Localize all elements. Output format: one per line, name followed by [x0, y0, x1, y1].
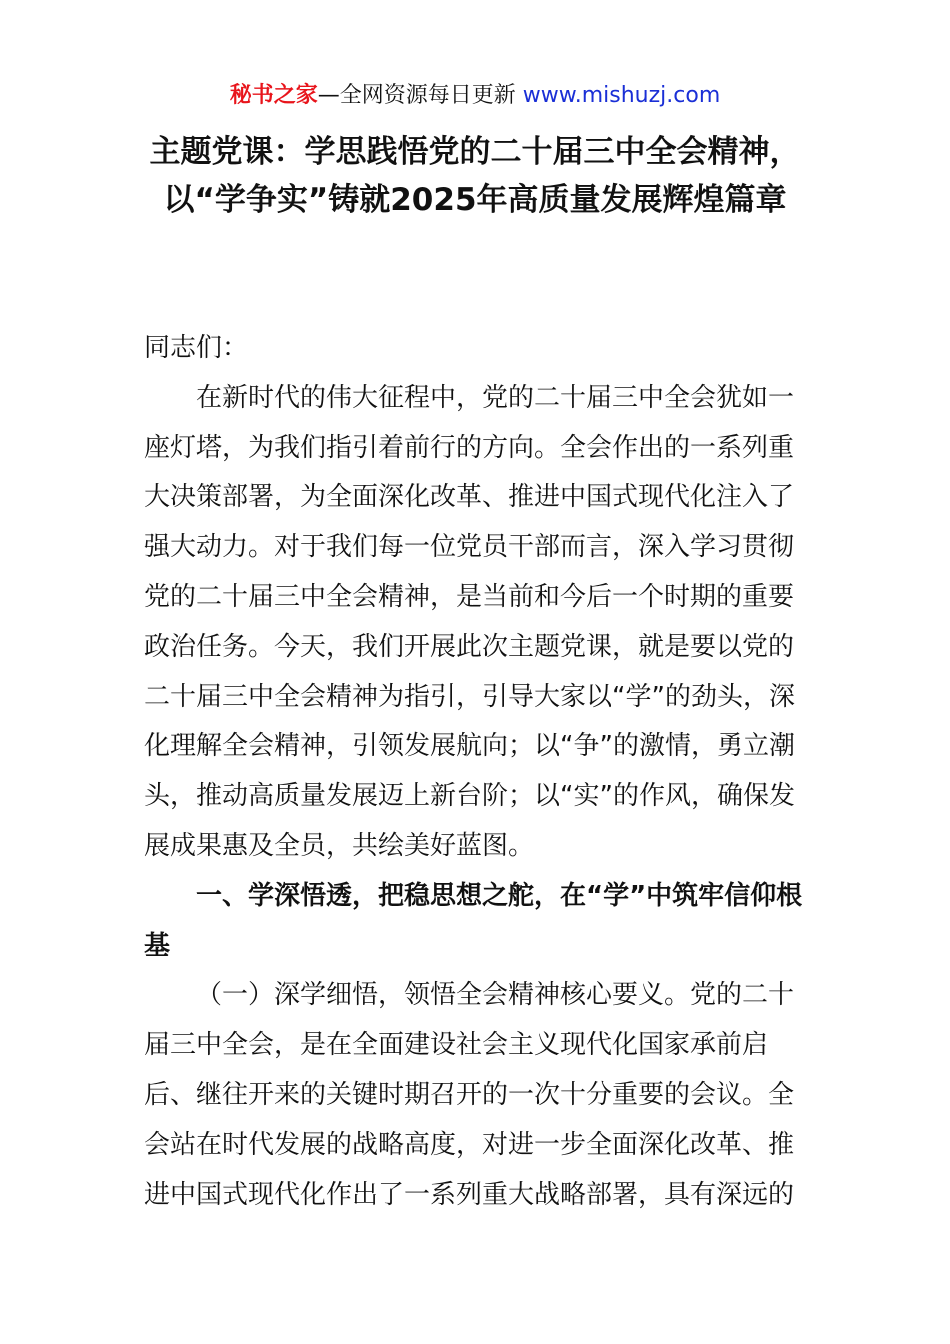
- document-body: [144, 324, 806, 1220]
- document-title: 主题党课：学思践悟党的二十届三中全会精神，以“学争实”铸就2025年高质量发展辉煌篇章: [149, 134, 801, 218]
- section-heading-1: 一、学深悟透，把稳思想之舵，在“学”中筑牢信仰根基: [144, 880, 803, 961]
- subsection-paragraph-1-1: （一）深学细悟，领悟全会精神核心要义。党的二十届三中全会，是在全面建设社会主义现代化国家承前启后、继往开来的关键时期召开的一次十分重要的会议。全会站在时代发展的战略高度，对进一步全面深化改革、推进中国式现代化作出了一系列重大战略部署，具有深远的: [144, 980, 795, 1210]
- paragraph-intro: 在新时代的伟大征程中，党的二十届三中全会犹如一座灯塔，为我们指引着前行的方向。全会作出的一系列重大决策部署，为全面深化改革、推进中国式现代化注入了强大动力。对于我们每一位党员干部而言，深入学习贯彻党的二十届三中全会精神，是当前和今后一个时期的重要政治任务。今天，我们开展此次主题党课，就是要以党的二十届三中全会精神为指引，引导大家以“学”的劲头，深化理解全会精神，引领发展航向；以“争”的激情，勇立潮头，推动高质量发展迈上新台阶；以“实”的作风，确保发展成果惠及全员，共绘美好蓝图。: [144, 382, 795, 861]
- salutation: 同志们：: [144, 333, 249, 363]
- site-tagline: —全网资源每日更新: [317, 83, 516, 108]
- site-url-link[interactable]: www.mishuzj.com: [522, 83, 721, 108]
- site-brand: 秘书之家: [229, 83, 318, 108]
- site-header: [0, 80, 950, 112]
